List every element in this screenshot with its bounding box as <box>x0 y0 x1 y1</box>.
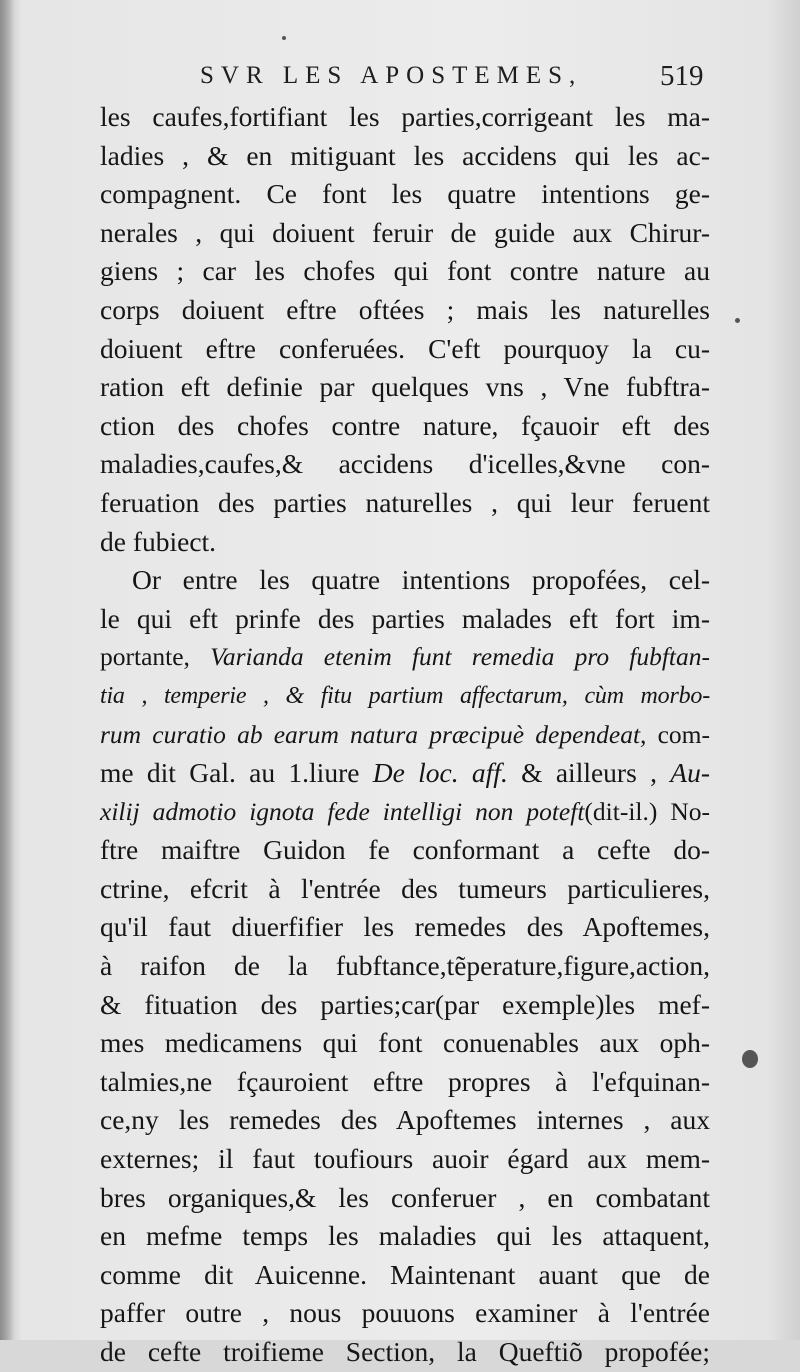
text-line: comme dit Auicenne. Maintenant auant que de <box>100 1258 710 1290</box>
running-head <box>0 58 800 98</box>
running-title: SVR LES APOSTEMES, <box>200 62 583 89</box>
roman-fragment: (dit-il.) No- <box>584 796 710 826</box>
ink-speck <box>735 318 740 323</box>
text-line: les caufes,fortifiant les parties,corrigeant les ma- <box>100 101 710 132</box>
roman-fragment: me dit Gal. au 1.liure <box>100 757 360 789</box>
latin-quotation: Varianda etenim funt remedia pro fubftan- <box>210 642 710 672</box>
text-line: ftre maiftre Guidon fe conformant a cefte do- <box>100 834 710 866</box>
text-line: mes medicamens qui font conuenables aux oph- <box>100 1027 710 1059</box>
citation: De loc. aff. <box>372 757 508 789</box>
text-line: paffer outre , nous pouuons examiner à l'entrée <box>100 1297 710 1329</box>
text-line: maladies,caufes,& accidens d'icelles,&vne con- <box>100 448 710 480</box>
latin-quotation: rum curatio ab earum natura præcipuè dependeat, <box>100 719 647 749</box>
roman-fragment: portante, <box>100 642 190 672</box>
latin-quotation-line: tia , temperie , & fitu partium affectarum, cùm morbo- <box>100 682 710 709</box>
text-line: corps doiuent eftre oftées ; mais les naturelles <box>100 293 710 325</box>
text-line: en mefme temps les maladies qui les attaquent, <box>100 1220 710 1252</box>
roman-fragment: com- <box>657 719 711 749</box>
text-line: giens ; car les chofes qui font contre nature au <box>100 255 710 287</box>
text-line: & fituation des parties;car(par exemple)les mef- <box>100 988 710 1020</box>
gutter-shadow <box>0 0 14 1340</box>
text-line <box>100 754 710 793</box>
text-line: ction des chofes contre nature, fçauoir eft des <box>100 409 710 441</box>
ink-speck <box>282 36 286 40</box>
text-line: bres organiques,& les conferuer , en combatant <box>100 1181 710 1213</box>
text-line: ladies , & en mitiguant les accidens qui les ac- <box>100 139 710 171</box>
paragraph-start: Or entre les quatre intentions propofées, cel- <box>132 564 710 596</box>
text-line: talmies,ne fçauroient eftre propres à l'efquinan- <box>100 1065 710 1097</box>
text-line: de cefte troifieme Section, la Queftiõ propofée; <box>100 1336 710 1367</box>
latin-quotation: Au- <box>670 757 711 789</box>
text-line: ctrine, efcrit à l'entrée des tumeurs particulieres, <box>100 872 710 904</box>
text-line: le qui eft prinfe des parties malades eft fort im- <box>100 602 710 634</box>
text-line: externes; il faut toufiours auoir égard aux mem- <box>100 1143 710 1175</box>
text-line: doiuent eftre conferuées. C'eft pourquoy la cu- <box>100 332 710 364</box>
text-line: de fubiect. <box>100 525 217 557</box>
page-number: 519 <box>660 60 704 92</box>
text-line <box>100 793 710 832</box>
text-line: nerales , qui doiuent feruir de guide aux Chirur- <box>100 216 710 248</box>
text-line <box>100 716 710 755</box>
text-line: feruation des parties naturelles , qui leur feruent <box>100 486 710 518</box>
ink-spot <box>742 1050 758 1068</box>
text-line: ce,ny les remedes des Apoftemes internes , aux <box>100 1104 710 1136</box>
roman-fragment: & ailleurs , <box>521 757 657 789</box>
text-line <box>100 638 710 677</box>
text-line: ration eft definie par quelques vns , Vne fubftra- <box>100 371 710 403</box>
text-line: à raifon de la fubftance,tẽperature,figure,action, <box>100 950 710 982</box>
text-line: compagnent. Ce font les quatre intentions ge- <box>100 178 710 210</box>
body-text <box>100 98 710 1372</box>
text-line: qu'il faut diuerfifier les remedes des Apoftemes, <box>100 911 710 943</box>
latin-quotation: xilij admotio ignota fede intelligi non poteft <box>100 796 585 826</box>
